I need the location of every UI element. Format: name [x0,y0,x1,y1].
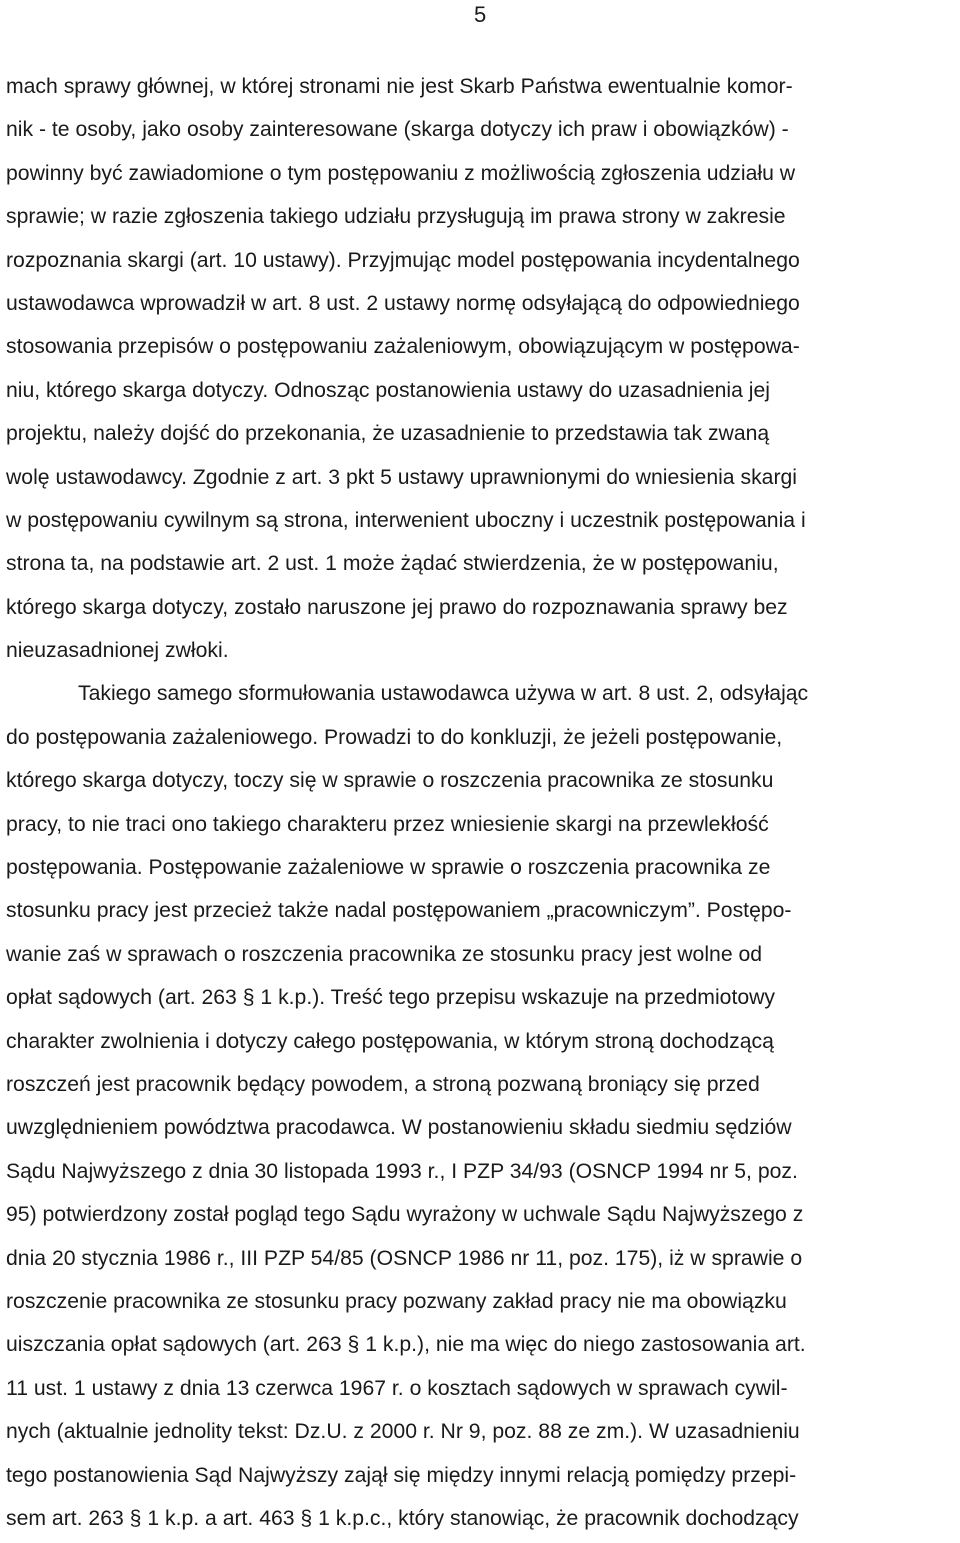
text-line: uwzględnieniem powództwa pracodawca. W postanowieniu składu siedmiu sędziów [6,1116,792,1140]
text-line: sem art. 263 § 1 k.p. a art. 463 § 1 k.p.c., który stanowiąc, że pracownik dochodzący [6,1506,799,1530]
text-line: nik - te osoby, jako osoby zainteresowane (skarga dotyczy ich praw i obowiązków) - [6,118,789,142]
text-line: tego postanowienia Sąd Najwyższy zajął się między innymi relacją pomiędzy przepi- [6,1463,797,1487]
text-line: strona ta, na podstawie art. 2 ust. 1 może żądać stwierdzenia, że w postępowaniu, [6,552,779,576]
text-line: 95) potwierdzony został pogląd tego Sądu wyrażony w uchwale Sądu Najwyższego z [6,1203,804,1227]
document-body [6,65,958,1540]
text-line: którego skarga dotyczy, toczy się w sprawie o roszczenia pracownika ze stosunku [6,769,774,793]
text-line: wolę ustawodawcy. Zgodnie z art. 3 pkt 5 ustawy uprawnionymi do wniesienia skargi [6,465,797,489]
text-line: wanie zaś w sprawach o roszczenia pracownika ze stosunku pracy jest wolne od [6,942,763,966]
text-line: opłat sądowych (art. 263 § 1 k.p.). Treść tego przepisu wskazuje na przedmiotowy [6,986,776,1010]
text-line: 11 ust. 1 ustawy z dnia 13 czerwca 1967 r. o kosztach sądowych w sprawach cywil- [6,1376,788,1400]
text-line: stosowania przepisów o postępowaniu zażaleniowym, obowiązującym w postępowa- [6,335,800,359]
text-line: postępowania. Postępowanie zażaleniowe w sprawie o roszczenia pracownika ze [6,856,771,880]
text-line: roszczeń jest pracownik będący powodem, a stroną pozwaną broniący się przed [6,1072,760,1096]
text-line: Takiego samego sformułowania ustawodawca używa w art. 8 ust. 2, odsyłając [78,682,809,706]
text-line: pracy, to nie traci ono takiego charakteru przez wniesienie skargi na przewlekłość [6,812,769,836]
text-line: roszczenie pracownika ze stosunku pracy pozwany zakład pracy nie ma obowiązku [6,1289,787,1313]
text-line: nieuzasadnionej zwłoki. [6,639,229,663]
text-line: dnia 20 stycznia 1986 r., III PZP 54/85 (OSNCP 1986 nr 11, poz. 175), iż w sprawie o [6,1246,803,1270]
text-line: w postępowaniu cywilnym są strona, interwenient uboczny i uczestnik postępowania i [6,508,806,532]
text-line: projektu, należy dojść do przekonania, że uzasadnienie to przedstawia tak zwaną [6,422,770,446]
text-line: rozpoznania skargi (art. 10 ustawy). Przyjmując model postępowania incydentalnego [6,248,800,272]
text-line: niu, którego skarga dotyczy. Odnosząc postanowienia ustawy do uzasadnienia jej [6,378,770,402]
text-line: do postępowania zażaleniowego. Prowadzi to do konkluzji, że jeżeli postępowanie, [6,725,783,749]
text-line: którego skarga dotyczy, zostało naruszone jej prawo do rozpoznawania sprawy bez [6,595,788,619]
text-line: nych (aktualnie jednolity tekst: Dz.U. z 2000 r. Nr 9, poz. 88 ze zm.). W uzasadnieniu [6,1420,800,1444]
text-line: uiszczania opłat sądowych (art. 263 § 1 k.p.), nie ma więc do niego zastosowania art. [6,1333,806,1357]
text-line: ustawodawca wprowadził w art. 8 ust. 2 ustawy normę odsyłającą do odpowiedniego [6,291,800,315]
text-line: powinny być zawiadomione o tym postępowaniu z możliwością zgłoszenia udziału w [6,161,796,185]
text-line: sprawie; w razie zgłoszenia takiego udziału przysługują im prawa strony w zakresie [6,205,786,229]
text-line: stosunku pracy jest przecież także nadal postępowaniem „pracowniczym”. Postępo- [6,899,792,923]
text-line: mach sprawy głównej, w której stronami nie jest Skarb Państwa ewentualnie komor- [6,75,793,98]
text-line: charakter zwolnienia i dotyczy całego postępowania, w którym stroną dochodzącą [6,1029,774,1053]
page-number: 5 [474,2,487,27]
text-line: Sądu Najwyższego z dnia 30 listopada 1993 r., I PZP 34/93 (OSNCP 1994 nr 5, poz. [6,1159,798,1183]
